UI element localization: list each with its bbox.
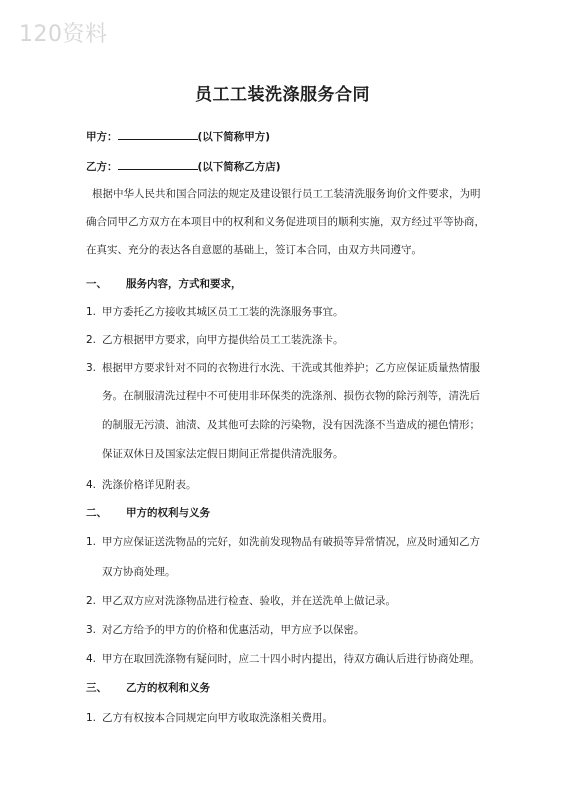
clause-text: 乙方有权按本合同规定向甲方收取洗涤相关费用。: [102, 712, 333, 724]
clause-text: 甲乙双方应对洗涤物品进行检查、验收，并在送洗单上做记录。: [102, 595, 396, 607]
section-title: 乙方的权利和义务: [126, 682, 210, 694]
section-title: 服务内容，方式和要求，: [126, 278, 242, 290]
section-number: 一、: [86, 278, 107, 290]
section-number: 二、: [86, 507, 107, 519]
clause-text: 甲方委托乙方接收其城区员工工装的洗涤服务事宜。: [102, 306, 344, 318]
clause-number: 3.: [86, 624, 97, 636]
page-title: 员工工装洗涤服务合同: [195, 85, 370, 105]
party-b-suffix: (以下简称乙方店): [197, 161, 281, 173]
party-b-blank: [118, 158, 198, 170]
clause-number: 2.: [86, 595, 97, 607]
clause-number: 1.: [86, 536, 97, 548]
clause-text: 双方协商处理。: [102, 566, 176, 578]
clause-number: 1.: [86, 306, 97, 318]
party-a-label: 甲方：: [86, 131, 118, 143]
section-title: 甲方的权利与义务: [126, 507, 210, 519]
clause-text: 洗涤价格详见附表。: [102, 479, 197, 491]
clause-text: 务。在制服清洗过程中不可使用非环保类的洗涤剂、损伤衣物的除污剂等，清洗后: [102, 390, 480, 402]
party-a-suffix: (以下简称甲方): [197, 131, 271, 143]
preamble-line: 根据中华人民共和国合同法的规定及建设银行员工工装清洗服务询价文件要求，为明: [92, 188, 481, 200]
section-heading: [86, 681, 210, 695]
clause-text: 保证双休日及国家法定假日期间正常提供清洗服务。: [102, 448, 344, 460]
clause-number: 1.: [86, 712, 97, 724]
party-a-blank: [118, 128, 198, 140]
clause-number: 2.: [86, 334, 97, 346]
clause-number: 4.: [86, 653, 97, 665]
clause-text: 乙方根据甲方要求，向甲方提供给员工工装洗涤卡。: [102, 334, 344, 346]
clause-text: 对乙方给予的甲方的价格和优惠活动，甲方应予以保密。: [102, 624, 365, 636]
preamble-line: 在真实、充分的表达各自意愿的基础上，签订本合同，由双方共同遵守。: [86, 244, 422, 256]
preamble-line: 确合同甲乙方双方在本项目中的权利和义务促进项目的顺利实施，双方经过平等协商，: [86, 216, 485, 228]
clause-text: 根据甲方要求针对不同的衣物进行水洗、干洗或其他养护；乙方应保证质量热情服: [102, 362, 480, 374]
clause-number: 3.: [86, 362, 97, 374]
party-b-line: [86, 158, 281, 174]
party-a-line: [86, 128, 270, 144]
clause-text: 甲方应保证送洗物品的完好，如洗前发现物品有破损等异常情况，应及时通知乙方: [102, 536, 480, 548]
section-number: 三、: [86, 682, 107, 694]
section-heading: [86, 277, 242, 291]
clause-text: 甲方在取回洗涤物有疑问时，应二十四小时内提出，待双方确认后进行协商处理。: [102, 653, 480, 665]
section-heading: [86, 506, 210, 520]
party-b-label: 乙方：: [86, 161, 118, 173]
clause-number: 4.: [86, 479, 97, 491]
watermark: 120资料: [19, 22, 108, 47]
clause-text: 的制服无污渍、油渍、及其他可去除的污染物，没有因洗涤不当造成的褪色情形；: [102, 419, 480, 431]
